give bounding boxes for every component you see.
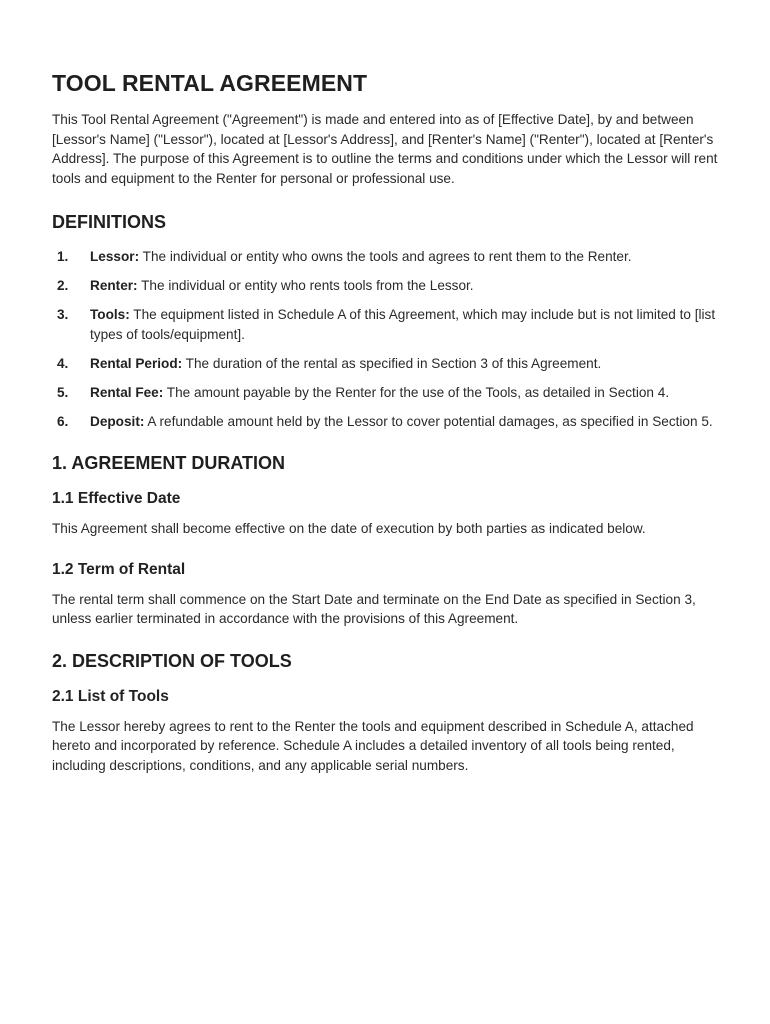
definition-text: A refundable amount held by the Lessor to cover potential damages, as specified in Section 5. bbox=[144, 413, 713, 429]
definition-term: Rental Fee: bbox=[90, 384, 164, 400]
definition-term: Rental Period: bbox=[90, 355, 183, 371]
definitions-list bbox=[52, 247, 718, 431]
intro-paragraph: This Tool Rental Agreement ("Agreement") is made and entered into as of [Effective Date], by and between [Lessor's Name] ("Lessor"), located at [Lessor's Address], and [Renter's Name] ("Renter"), located at [Renter's Address]. The purpose of this Agreement is to outline the terms and conditions under which the Lessor will rent tools and equipment to the Renter for personal or professional use. bbox=[52, 112, 718, 186]
definition-item bbox=[52, 354, 718, 374]
definition-number: 2. bbox=[57, 278, 69, 293]
definition-text: The duration of the rental as specified in Section 3 of this Agreement. bbox=[182, 355, 602, 371]
section-1-heading: 1. AGREEMENT DURATION bbox=[52, 453, 286, 473]
definition-text: The individual or entity who rents tools from the Lessor. bbox=[137, 278, 474, 293]
definition-item bbox=[52, 305, 718, 344]
definition-term: Lessor: bbox=[90, 249, 140, 264]
section-1-1-text: This Agreement shall become effective on the date of execution by both parties as indicated below. bbox=[52, 521, 646, 536]
definition-text: The individual or entity who owns the tools and agrees to rent them to the Renter. bbox=[139, 249, 632, 264]
definition-text: The equipment listed in Schedule A of this Agreement, which may include but is not limited to [list types of tools/equipment]. bbox=[90, 307, 716, 342]
definition-item bbox=[52, 383, 718, 403]
section-1-1-heading: 1.1 Effective Date bbox=[52, 490, 181, 507]
definition-item bbox=[52, 412, 718, 432]
definition-number: 5. bbox=[57, 384, 69, 400]
definition-number: 3. bbox=[57, 307, 69, 322]
document-title: TOOL RENTAL AGREEMENT bbox=[52, 70, 368, 96]
definition-item bbox=[52, 247, 718, 267]
section-2-1-text: The Lessor hereby agrees to rent to the Renter the tools and equipment described in Schedule A, attached hereto and incorporated by reference. Schedule A includes a detailed inventory of all tools being rented, including descriptions, conditions, and any applicable serial numbers. bbox=[52, 718, 694, 773]
section-2-1-heading: 2.1 List of Tools bbox=[52, 687, 169, 705]
section-1-2-heading: 1.2 Term of Rental bbox=[52, 560, 186, 578]
definition-number: 1. bbox=[57, 249, 69, 264]
definition-item bbox=[52, 276, 718, 296]
section-1-2-text: The rental term shall commence on the Start Date and terminate on the End Date as specified in Section 3, unless earlier terminated in accordance with the provisions of this Agreement. bbox=[52, 591, 696, 626]
section-2-heading: 2. DESCRIPTION OF TOOLS bbox=[52, 650, 292, 671]
definition-term: Tools: bbox=[90, 307, 130, 322]
definitions-heading: DEFINITIONS bbox=[52, 212, 167, 232]
definition-number: 6. bbox=[57, 413, 69, 429]
definition-term: Deposit: bbox=[90, 413, 145, 429]
definition-term: Renter: bbox=[90, 278, 138, 293]
definition-text: The amount payable by the Renter for the use of the Tools, as detailed in Section 4. bbox=[163, 384, 670, 400]
definition-number: 4. bbox=[57, 355, 69, 371]
